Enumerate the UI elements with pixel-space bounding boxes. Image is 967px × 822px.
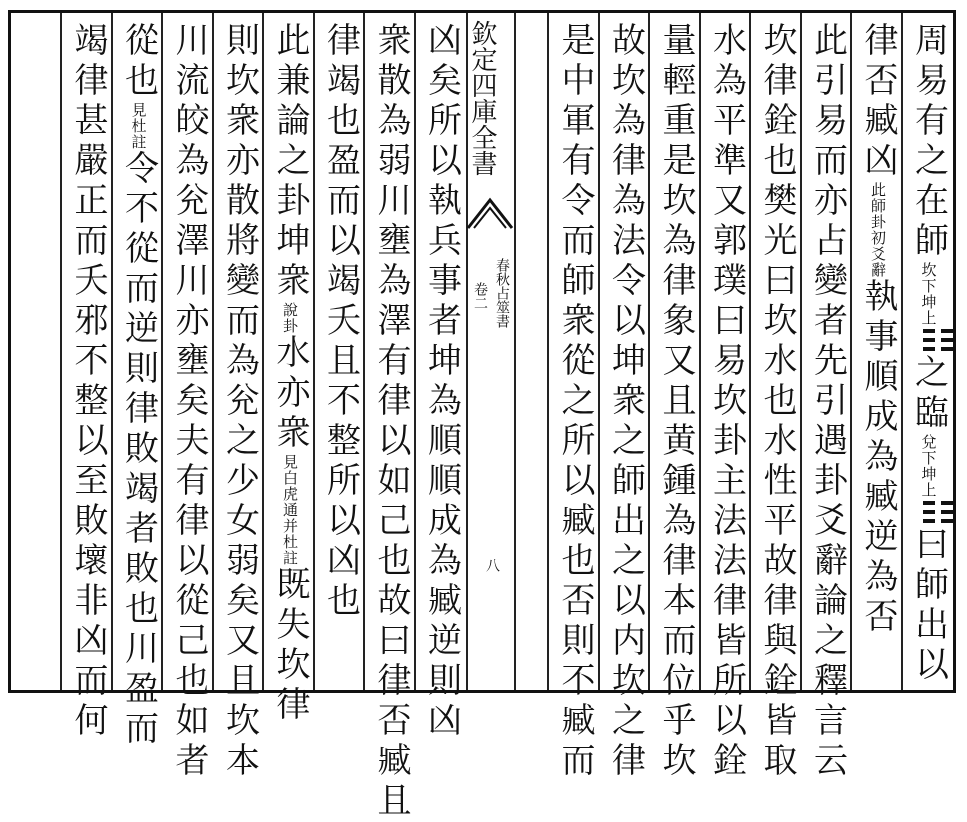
text-column [905,22,955,687]
column-text [602,22,650,782]
text-run: 律否臧凶 [858,22,898,182]
fishtail-mark [466,192,514,232]
annotation-note: 此師卦初爻辭 [869,182,887,278]
annotation-note: 說卦 [281,302,299,334]
text-run: 曰師出以 [908,526,949,686]
text-run: 凶矣所以執兵事者坤為順順成為臧逆則凶 [421,22,462,742]
text-column [854,22,904,687]
text-run: 水為平準又郭璞曰易坎卦主法法律皆所以銓 [706,22,747,782]
text-column [367,22,417,822]
text-run: 坎律銓也樊光曰坎水也水性平故律與銓皆取 [757,22,797,782]
text-column [64,22,114,742]
column-rule [514,13,516,690]
juan-label: 卷二 [472,282,488,310]
text-run: 是中軍有令而師衆從之所以臧也否則不臧而 [555,22,595,782]
text-column [317,22,367,687]
text-run: 之臨 [908,354,949,434]
hexagram-icon [921,326,955,354]
text-column [115,22,165,750]
text-column [703,22,753,782]
text-column [652,22,702,782]
page-number: 八 [484,558,500,572]
text-run: 此兼論之卦坤衆 [270,22,310,302]
column-text [804,22,852,782]
column-text [64,22,112,742]
annotation-note: 見白虎通并杜註 [281,454,299,566]
text-run: 周易有之在師 [908,22,949,262]
text-run: 竭律甚嚴正而夭邪不整以至敗壞非凶而何 [68,22,108,742]
column-text [266,22,314,726]
hexagram-icon [921,498,955,526]
text-column [804,22,854,782]
text-column [418,22,468,742]
column-text [367,22,415,822]
book-subtitle: 春秋占筮書 [494,258,510,328]
column-text [418,22,466,742]
text-run: 令不從而逆則律敗竭者敗也川盈而 [118,150,159,750]
text-run: 既失坎律 [270,566,310,726]
text-column [266,22,316,726]
text-run: 水亦衆 [270,334,310,454]
column-text [905,22,955,686]
text-run: 故坎為律為法令以坤衆之師出之以内坎之律 [605,22,646,782]
text-run: 量輕重是坎為律象又且黄鍾為律本而位乎坎 [656,22,696,782]
book-title: 欽定四庫全書 [467,20,497,176]
column-text [854,22,902,638]
annotation-note: 兌下坤上 [919,434,938,498]
text-run: 執事順成為臧逆為否 [858,278,898,638]
annotation-note: 坎下坤上 [919,262,938,326]
text-run: 衆散為弱川壅為澤有律以如己也故曰律否臧且 [371,22,411,822]
text-column [551,22,601,782]
column-text [317,22,365,622]
text-column [753,22,803,782]
column-rule [547,13,549,690]
column-rule [60,13,62,690]
column-text [753,22,801,782]
column-text [165,22,213,782]
column-text [551,22,599,782]
text-column [216,22,266,782]
text-column [602,22,652,782]
text-column [165,22,215,782]
column-text [652,22,700,782]
text-run: 律竭也盈而以竭夭且不整所以凶也 [320,22,361,622]
column-text [115,22,163,750]
text-run: 從也 [118,22,159,102]
annotation-note: 見杜註 [129,102,148,150]
book-title-column [466,20,514,176]
text-run: 此引易而亦占變者先引遇卦爻辭論之釋言云 [807,22,848,782]
column-text [216,22,264,782]
text-run: 川流皎為兊澤川亦壅矣夫有律以從己也如者 [169,22,209,782]
column-text [703,22,751,782]
text-run: 則坎衆亦散將變而為兊之少女弱矣又且坎本 [219,22,260,782]
